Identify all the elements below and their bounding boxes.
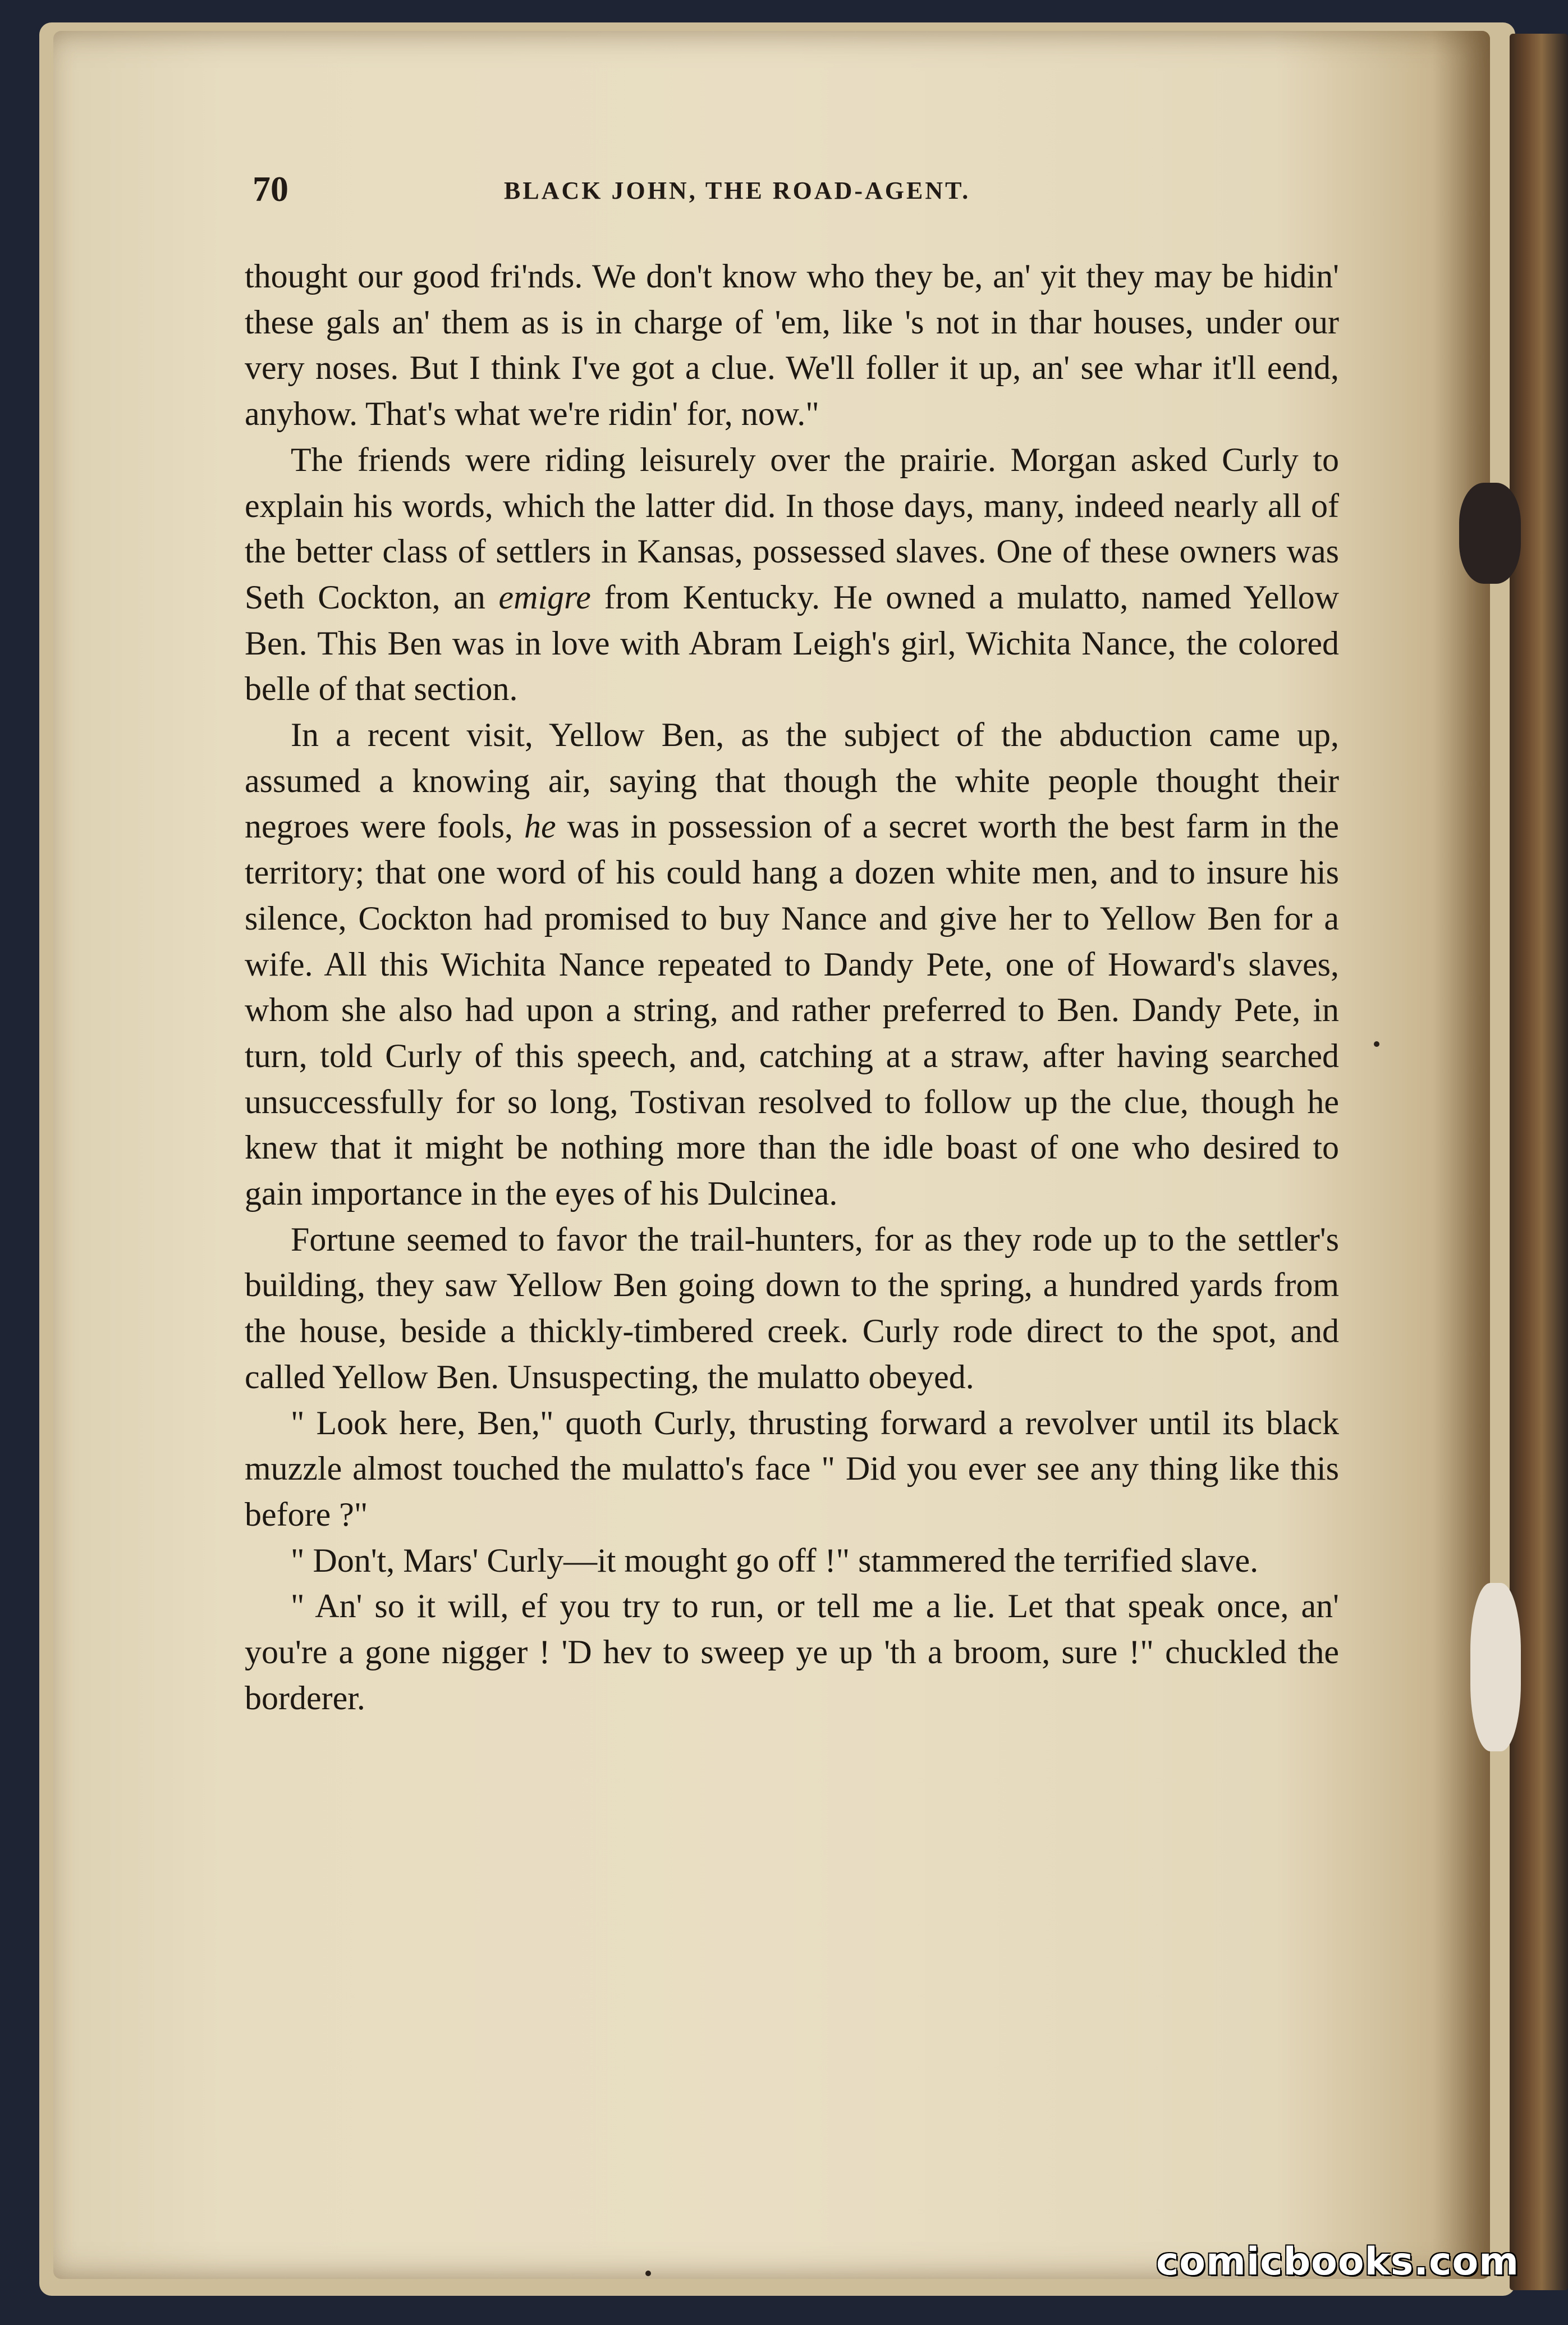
paragraph-text: The friends were riding leisurely over the prairie. Morgan asked Curly to explain his words, which the latter did. In those days, many, indeed nearly all of the better class of settlers in Kansas, possessed slaves. One of these owners was Seth Cockton, an — [245, 441, 1339, 616]
paragraph-text: was in possession of a secret worth the best farm in the territory; that one word of his could hang a dozen white men, and to insure his silence, Cockton had promised to buy Nance and give her to Yellow Ben for a wife. All this Wichita Nance repeated to Dandy Pete, one of Howard's slaves, whom she also had upon a string, and rather preferred to Ben. Dandy Pete, in turn, told Curly of this speech, and, catching at a straw, after having searched unsuccessfully for so long, Tostivan resolved to follow up the clue, though he knew that it might be nothing more than the idle boast of one who desired to gain importance in the eyes of his Dulcinea. — [245, 808, 1339, 1212]
paragraph-text: from Kentucky. He owned a mulatto, named Yellow Ben. This Ben was in love with Abram Leigh's girl, Wichita Nance, the colored belle of that section. — [245, 578, 1339, 708]
italic-word: emigre — [498, 578, 591, 616]
book-spine — [1510, 34, 1568, 2290]
paragraph: " An' so it will, ef you try to run, or tell me a lie. Let that speak once, an' you're a gone nigger ! 'D hev to sweep ye up 'th a broom, sure !" chuckled the borderer. — [245, 1587, 1339, 1717]
paragraph: " Don't, Mars' Curly—it mought go off !" stammered the terrified slave. — [291, 1541, 1259, 1579]
page-tear — [1459, 483, 1521, 584]
paragraph-text: In a recent visit, Yellow Ben, as the subject of the abduction came up, assumed a knowing air, saying that though the white people thought their negroes were fools, — [245, 716, 1339, 845]
page-tear — [1470, 1583, 1521, 1751]
paragraph — [245, 437, 1339, 712]
body-text — [245, 254, 1339, 1722]
italic-word: he — [524, 808, 556, 845]
running-head: BLACK JOHN, THE ROAD-AGENT. — [504, 177, 971, 204]
watermark: comicbooks.com — [1156, 2240, 1520, 2284]
paragraph: thought our good fri'nds. We don't know who they be, an' yit they may be hidin' these gals an' them as is in charge of 'em, like 's not in thar houses, under our very noses. But I think I've got a clue. We'll foller it up, an' see whar it'll eend, anyhow. That's what we're ridin' for, now." — [245, 258, 1339, 433]
paragraph: Fortune seemed to favor the trail-hunters, for as they rode up to the settler's building, they saw Yellow Ben going down to the spring, a hundred yards from the house, beside a thickly-timbered creek. Curly rode direct to the spot, and called Yellow Ben. Unsuspecting, the mulatto obeyed. — [245, 1220, 1339, 1395]
ink-speck — [1374, 1041, 1379, 1047]
page-number: 70 — [253, 169, 288, 209]
page-header — [253, 168, 1347, 213]
ink-speck — [645, 2271, 651, 2276]
paragraph — [245, 712, 1339, 1217]
paragraph: " Look here, Ben," quoth Curly, thrusting forward a revolver until its black muzzle almost touched the mulatto's face " Did you ever see any thing like this before ?" — [245, 1404, 1339, 1533]
